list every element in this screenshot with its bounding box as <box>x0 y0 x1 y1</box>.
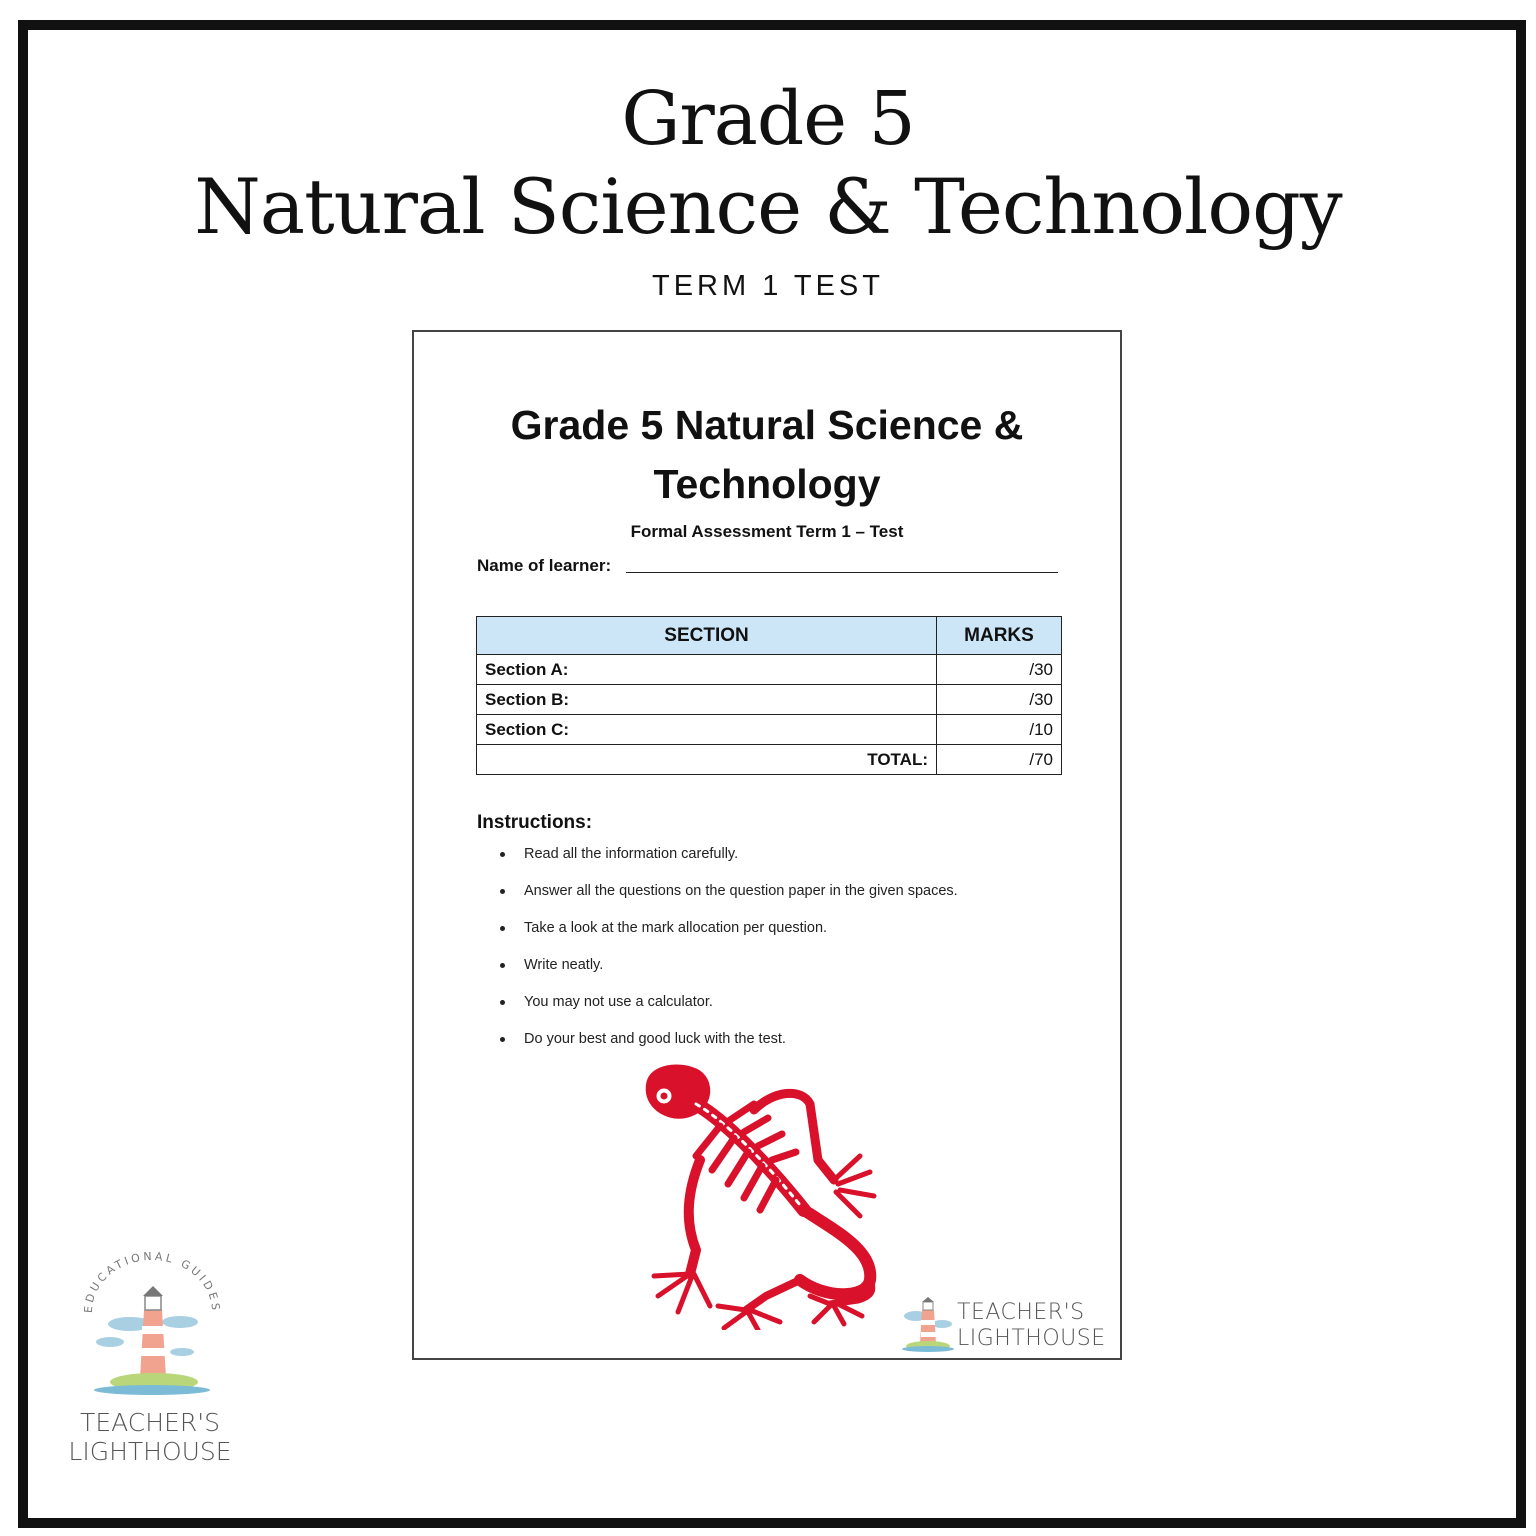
test-paper-preview <box>412 330 1122 1360</box>
total-label: TOTAL: <box>477 745 937 775</box>
total-marks: /70 <box>937 745 1062 775</box>
marks-table <box>476 616 1062 775</box>
list-item: Read all the information carefully. <box>524 844 958 881</box>
logo-line1: TEACHER'S <box>80 1408 220 1437</box>
document-title-line2: Technology <box>653 461 881 507</box>
hero-grade-title: Grade 5 <box>621 76 915 162</box>
list-item: Do your best and good luck with the test. <box>524 1029 958 1066</box>
hero-subject-title: Natural Science & Technology <box>194 162 1342 251</box>
table-row <box>477 715 1062 745</box>
list-item: You may not use a calculator. <box>524 992 958 1029</box>
instructions-heading: Instructions: <box>477 812 593 833</box>
table-row <box>477 685 1062 715</box>
instructions-list <box>477 844 958 1066</box>
document-title <box>414 396 1120 514</box>
table-row <box>477 655 1062 685</box>
small-logo-line2: LIGHTHOUSE <box>957 1326 1106 1351</box>
section-c-marks: /10 <box>937 715 1062 745</box>
logo-text <box>60 1408 240 1466</box>
document-subtitle: Formal Assessment Term 1 – Test <box>630 522 904 541</box>
section-c-label: Section C: <box>477 715 937 745</box>
section-header: SECTION <box>477 617 937 655</box>
list-item: Answer all the questions on the question paper in the given spaces. <box>524 881 958 918</box>
list-item: Write neatly. <box>524 955 958 992</box>
small-logo-line1: TEACHER'S <box>957 1300 1085 1325</box>
section-a-label: Section A: <box>477 655 937 685</box>
logo-arc-text: EDUCATIONAL GUIDES <box>81 1252 223 1314</box>
section-b-label: Section B: <box>477 685 937 715</box>
hero-term-label: TERM 1 TEST <box>652 270 884 302</box>
logo-line2: LIGHTHOUSE <box>68 1437 232 1466</box>
document-title-line1: Grade 5 Natural Science & <box>510 402 1024 448</box>
list-item: Take a look at the mark allocation per question. <box>524 918 958 955</box>
small-logo-text <box>957 1300 1106 1352</box>
lighthouse-logo <box>62 1252 242 1412</box>
marks-table-header <box>477 617 1062 655</box>
lighthouse-icon <box>902 1294 954 1354</box>
learner-name-line <box>626 572 1058 573</box>
section-b-marks: /30 <box>937 685 1062 715</box>
learner-name-label: Name of learner: <box>477 556 612 575</box>
section-a-marks: /30 <box>937 655 1062 685</box>
frog-skeleton-illustration <box>634 1060 904 1330</box>
table-row-total <box>477 745 1062 775</box>
marks-header: MARKS <box>937 617 1062 655</box>
